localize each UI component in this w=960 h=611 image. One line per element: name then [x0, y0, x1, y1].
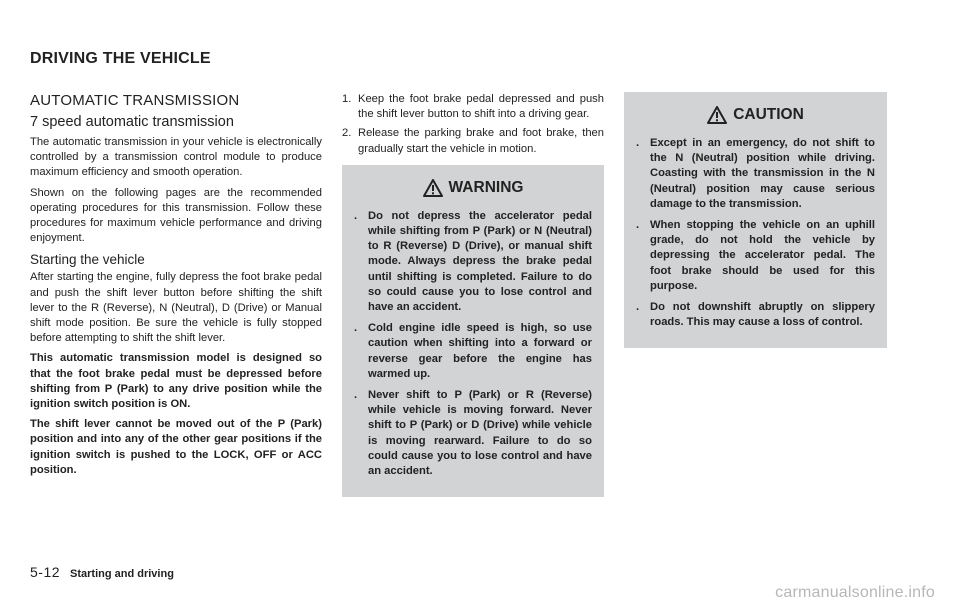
caution-title: [636, 106, 875, 124]
step-number: 1.: [342, 93, 352, 105]
step-item: [342, 92, 604, 122]
step-item: [342, 126, 604, 156]
warning-box: [342, 165, 604, 497]
procedures-paragraph: Shown on the following pages are the recommended operating procedures for this transmission. Follow these procedures for maximum vehicle performance and driving enjoyment.: [30, 186, 322, 245]
bullet: .: [354, 209, 358, 222]
footer-section: Starting and driving: [70, 568, 174, 580]
warning-item-text: Never shift to P (Park) or R (Reverse) while vehicle is moving forward. Never shift to P (Park) or D (Drive) while vehicle is moving rearward. Failure to do so could cause you to lose control and have an accident.: [368, 389, 592, 478]
watermark: carmanualsonline.info: [775, 584, 935, 601]
bullet: .: [636, 137, 640, 149]
caution-item: [636, 218, 875, 294]
right-column: [624, 92, 887, 348]
main-heading: AUTOMATIC TRANSMISSION: [30, 92, 240, 109]
caution-item-text: When stopping the vehicle on an uphill grade, do not hold the vehicle by depressing the accelerator pedal. The foot brake should be used for this purpose.: [650, 219, 875, 292]
caution-item: [636, 136, 875, 212]
warning-icon: [423, 179, 443, 197]
section-header: DRIVING THE VEHICLE: [30, 50, 211, 67]
page-number: 5-12: [30, 564, 61, 580]
step-text: Keep the foot brake pedal depressed and push the shift lever button to shift into a driving gear.: [358, 93, 604, 121]
sub-heading: 7 speed automatic transmission: [30, 114, 234, 130]
starting-heading: Starting the vehicle: [30, 252, 145, 268]
warning-title-text: WARNING: [448, 178, 524, 196]
bullet: .: [354, 389, 358, 402]
warning-item: [354, 209, 592, 315]
bullet: .: [636, 301, 640, 314]
intro-paragraph: The automatic transmission in your vehicle is electronically controlled by a transmission control module to produce maximum efficiency and smooth operation.: [30, 136, 322, 179]
caution-box: [624, 92, 887, 348]
warning-item: [354, 388, 592, 479]
left-column: [30, 92, 322, 483]
step-list: [342, 92, 604, 157]
bullet: .: [636, 219, 640, 232]
warning-list: [354, 209, 592, 479]
caution-item-text: Do not downshift abruptly on slippery roads. This may cause a loss of control.: [650, 301, 875, 329]
warning-item: [354, 321, 592, 382]
bullet: .: [354, 322, 358, 335]
step-number: 2.: [342, 127, 352, 140]
caution-item-text: Except in an emergency, do not shift to the N (Neutral) position while driving. Coasting with the transmission in the N (Neutral) position may cause serious damage to the transmission.: [650, 137, 875, 210]
step-text: Release the parking brake and foot brake, then gradually start the vehicle in motion.: [358, 127, 604, 155]
lock-notice: The shift lever cannot be moved out of the P (Park) position and into any of the other gear positions if the ignition switch is pushed to the LOCK, OFF or ACC position.: [30, 418, 322, 476]
caution-list: [636, 136, 875, 330]
starting-paragraph: After starting the engine, fully depress the foot brake pedal and push the shift lever button before shifting the shift lever to the R (Reverse), N (Neutral), D (Drive) or Manual shift mode position. Be sure the vehicle is fully stopped before attempting to shift the shift lever.: [30, 271, 322, 345]
caution-item: [636, 300, 875, 330]
warning-item-text: Cold engine idle speed is high, so use caution when shifting into a forward or reverse gear before the engine has warmed up.: [368, 322, 592, 380]
brake-notice: This automatic transmission model is designed so that the foot brake pedal must be depressed before shifting from P (Park) to any drive position while the ignition switch position is ON.: [30, 352, 322, 411]
middle-column: [342, 92, 604, 497]
warning-title: [354, 179, 592, 197]
caution-title-text: CAUTION: [733, 106, 804, 123]
caution-icon: [707, 106, 727, 124]
warning-item-text: Do not depress the accelerator pedal while shifting from P (Park) or N (Neutral) to R (Reverse) D (Drive), or manual shift mode. Always depress the brake pedal until shifting is completed. Failure to do so could cause you to lose control and have an accident.: [368, 209, 592, 314]
page-footer: [30, 564, 174, 580]
